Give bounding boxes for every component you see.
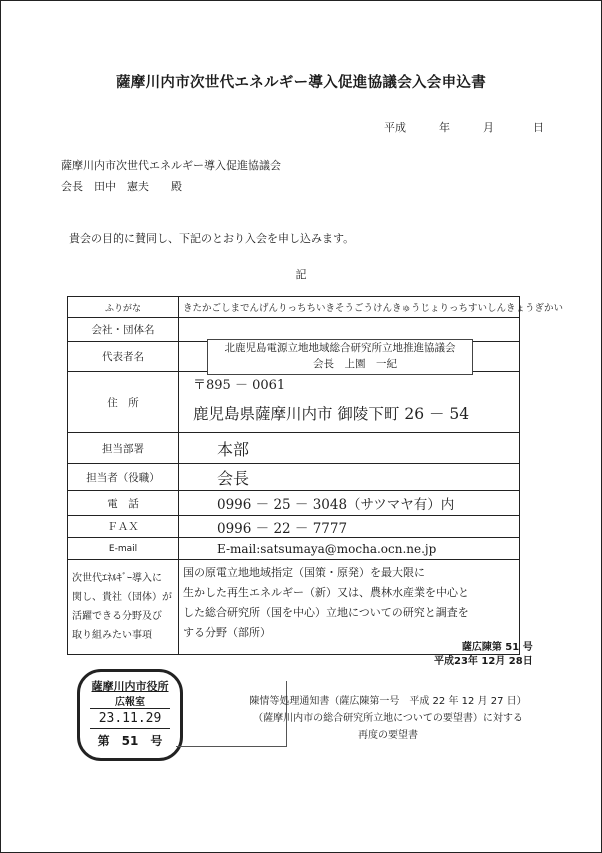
receipt-stamp <box>77 669 183 761</box>
row-fax <box>68 516 520 538</box>
label-fields <box>68 560 179 655</box>
date-month: 月 <box>483 121 494 134</box>
row-department <box>68 433 520 464</box>
address-line: 鹿児島県薩摩川内市 御陵下町 26 － 54 <box>193 405 470 423</box>
application-statement: 貴会の目的に賛同し、下記のとおり入会を申し込みます。 <box>69 232 355 245</box>
address-value[interactable] <box>179 372 520 433</box>
date-line <box>384 119 544 135</box>
label-company: 会社・団体名 <box>68 318 179 342</box>
notice-block <box>238 693 538 744</box>
person-value[interactable]: 会長 <box>179 464 520 491</box>
phone-value[interactable]: 0996 － 25 － 3048（サツマヤ有）内 <box>179 491 520 516</box>
label-email: E-mail <box>68 538 179 560</box>
label-fields-line: 活躍できる分野及び <box>72 611 162 622</box>
org-name-stamp <box>207 339 473 375</box>
postal-code: 〒895 － 0061 <box>193 378 286 393</box>
label-fields-line: 取り組みたい事項 <box>72 630 152 641</box>
row-phone <box>68 491 520 516</box>
label-fields-line: 関し、貴社（団体）が <box>72 592 172 603</box>
fields-value-line: 国の原電立地地域指定（国策・原発）を最大限に <box>183 566 425 579</box>
receipt-stamp-date: 23.11.29 <box>80 711 180 726</box>
label-fields-line: 次世代ｴﾈﾙｷﾞｰ導入に <box>72 573 162 584</box>
receipt-stamp-office: 薩摩川内市役所 <box>91 680 169 693</box>
date-era: 平成 <box>384 121 406 134</box>
label-department: 担当部署 <box>68 433 179 464</box>
org-stamp-line1: 北鹿児島電源立地地域総合研究所立地推進協議会 <box>224 342 456 354</box>
receipt-stamp-section: 広報室 <box>115 697 145 708</box>
label-address: 住 所 <box>68 372 179 433</box>
fields-value-line: する分野（部所） <box>183 626 271 639</box>
row-person <box>68 464 520 491</box>
addressee-name: 会長 田中 憲夫 殿 <box>61 180 182 193</box>
fax-value[interactable]: 0996 － 22 － 7777 <box>179 516 520 538</box>
fields-value-line: した総合研究所（国を中心）立地についての研究と調査を <box>183 606 469 619</box>
furigana-value[interactable]: きたかごしまでんげんりっちちいきそうごうけんきゅうじょりっちすいしんきょうぎかい <box>179 297 520 318</box>
label-phone: 電 話 <box>68 491 179 516</box>
department-value[interactable]: 本部 <box>179 433 520 464</box>
row-furigana <box>68 297 520 318</box>
addressee-org: 薩摩川内市次世代エネルギー導入促進協議会 <box>61 159 281 172</box>
email-value[interactable]: E-mail:satsumaya@mocha.ocn.ne.jp <box>179 538 520 560</box>
org-stamp-line2: 会長 上園 一紀 <box>313 358 397 370</box>
company-value[interactable] <box>179 318 520 342</box>
date-year: 年 <box>439 121 450 134</box>
label-representative: 代表者名 <box>68 342 179 372</box>
notice-line3: 再度の要望書 <box>358 730 418 741</box>
notice-line2: （薩摩川内市の総合研究所立地についての要望書）に対する <box>253 713 523 724</box>
reception-date: 平成23年 12月 28日 <box>434 656 533 667</box>
ki-marker: 記 <box>295 268 307 281</box>
fields-value-line: 生かした再生エネルギー（新）又は、農林水産業を中心と <box>183 586 469 599</box>
label-furigana: ふりがな <box>68 297 179 318</box>
label-fax: ＦＡＸ <box>68 516 179 538</box>
corner-line-horizontal <box>176 746 286 748</box>
reception-number: 薩広陳第 51 号 <box>461 642 533 653</box>
row-email <box>68 538 520 560</box>
row-company <box>68 318 520 342</box>
receipt-stamp-number: 第 51 号 <box>97 734 163 748</box>
notice-line1: 陳情等処理通知書（薩広陳第一号 平成 22 年 12 月 27 日） <box>249 696 527 707</box>
label-person: 担当者（役職） <box>68 464 179 491</box>
date-day: 日 <box>533 121 544 134</box>
row-address <box>68 372 520 433</box>
document-title: 薩摩川内市次世代エネルギー導入促進協議会入会申込書 <box>116 75 486 91</box>
reception-number-block <box>434 641 533 669</box>
